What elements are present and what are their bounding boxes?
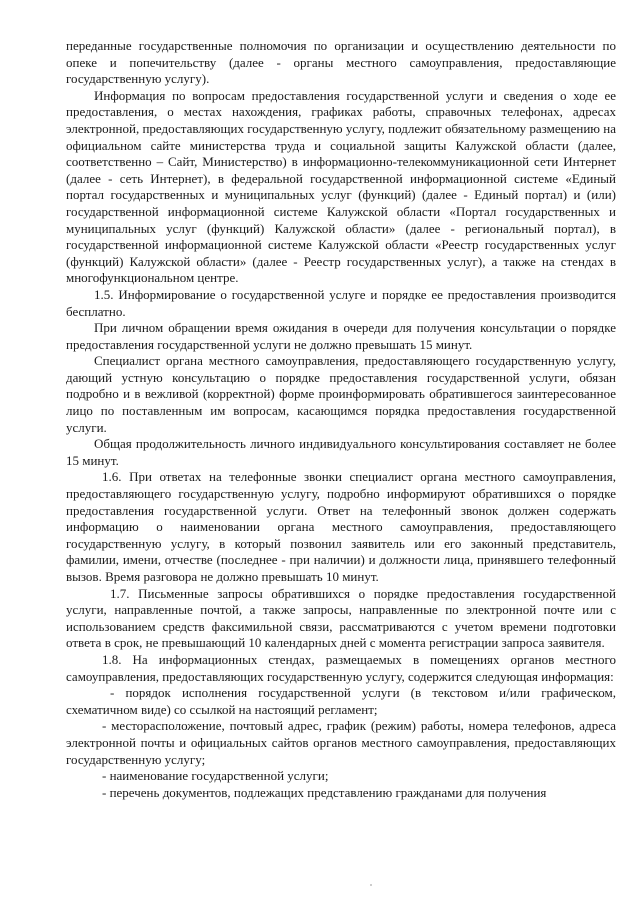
paragraph-1-5: 1.5. Информирование о государственной услуге и порядке ее предоставления производится бесплатно.: [66, 286, 616, 319]
list-item-procedure: - порядок исполнения государственной услуги (в текстовом и/или графическом, схематичном виде) со ссылкой на настоящий регламент;: [66, 685, 616, 717]
list-item-location: - месторасположение, почтовый адрес, график (режим) работы, номера телефонов, адреса электронной почты и официальных сайтов органов местного самоуправления, предоставляющих государственную услугу;: [66, 718, 616, 767]
paragraph-waiting-time: При личном обращении время ожидания в очереди для получения консультации о порядке предоставления государственной услуги не должно превышать 15 минут.: [66, 320, 616, 352]
paragraph-consultation-duration: Общая продолжительность личного индивидуального консультирования составляет не более 15 минут.: [66, 436, 616, 468]
paragraph-specialist: Специалист органа местного самоуправления, предоставляющего государственную услугу, дающий устную консультацию о порядке предоставления государственной услуги, обязан подробно и в вежливой (корректной) форме проинформировать обратившегося заинтересованное лицо по поставленным им вопросам, касающимся порядка предоставления государственной услуги.: [66, 353, 616, 435]
list-item-service-name: - наименование государственной услуги;: [102, 768, 329, 784]
list-item-documents: - перечень документов, подлежащих представлению гражданами для получения: [102, 784, 547, 800]
paragraph-information: Информация по вопросам предоставления государственной услуги и сведения о ходе ее предоставления, о местах нахождения, графиках работы, справочных телефонах, адресах электронной, предоставляющих государственную услугу, подлежит обязательному размещению на официальном сайте министерства труда и социальной защиты Калужской области (далее, соответственно – Сайт, Министерство) в информационно-телекоммуникационной сети Интернет (далее - сеть Интернет), в федеральной государственной информационной системе «Единый портал государственных и муниципальных услуг (функций) (далее - Единый портал) и (или) государственной информационной системе Калужской области «Портал государственных и муниципальных услуг (функций) Калужской области» (далее - региональный портал), в государственной информационной системе Калужской области «Реестр государственных услуг (функций) Калужской области» (далее - Реестр государственных услуг), а также на стендах в многофункциональном центре.: [66, 87, 616, 286]
paragraph-1-8: 1.8. На информационных стендах, размещаемых в помещениях органов местного самоуправления, предоставляющих государственную услугу, содержится следующая информация:: [66, 651, 616, 684]
document-text: [66, 38, 616, 801]
paragraph-1-7: 1.7. Письменные запросы обратившихся о порядке предоставления государственной услуги, направленные почтой, а также запросы, направленные по электронной почте или с использованием средств факсимильной связи, рассматриваются с учетом времени подготовки ответа в срок, не превышающий 10 календарных дней с момента регистрации запроса заявителя.: [66, 585, 616, 651]
paragraph-1-6: 1.6. При ответах на телефонные звонки специалист органа местного самоуправления, предоставляющего государственную услугу, подробно информируют обратившихся о порядке предоставления государственной услуги. Ответ на телефонный звонок должен содержать информацию о наименовании органа местного самоуправления, предоставляющего государственную услугу, в который позвонил заявитель или его законный представитель, фамилии, имени, отчестве (последнее - при наличии) и должности лица, принявшего телефонный вызов. Время разговора не должно превышать 10 минут.: [66, 469, 616, 584]
scan-speck: [370, 884, 372, 886]
paragraph-continuation: переданные государственные полномочия по организации и осуществлению деятельности по опеке и попечительству (далее - органы местного самоуправления, предоставляющие государственную услугу).: [66, 38, 616, 87]
